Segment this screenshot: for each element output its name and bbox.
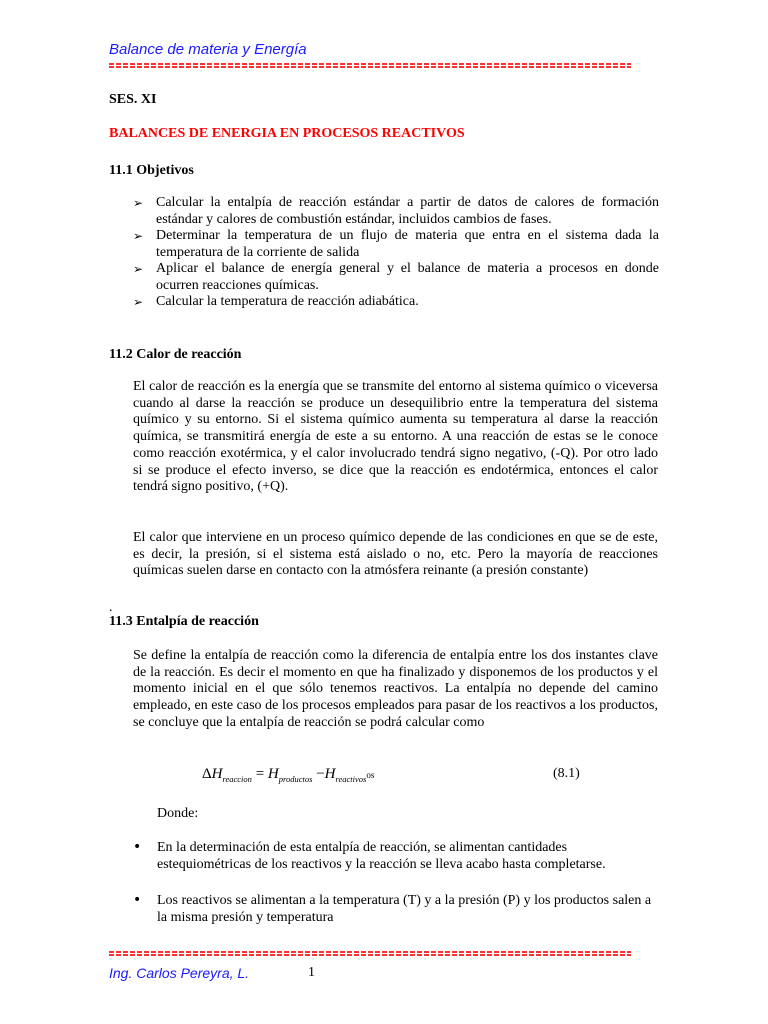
document-header-title: Balance de materia y Energía (109, 41, 307, 58)
round-bullet-icon: • (133, 892, 142, 908)
heading-entalpia: 11.3 Entalpía de reacción (109, 614, 259, 629)
page-number: 1 (308, 965, 315, 980)
enthalpy-formula: $\Delta H_{reaccion} = H_{productos} -H_{reactivos}os$ (202, 766, 375, 784)
session-label: SES. XI (109, 92, 157, 107)
entalpia-bullets (133, 839, 659, 873)
list-item: ➢ Aplicar el balance de energía general y el balance de materia a procesos en donde ocurren reacciones químicas. (133, 261, 659, 293)
equation-number: (8.1) (553, 766, 580, 781)
session-title: BALANCES DE ENERGIA EN PROCESOS REACTIVOS (109, 126, 465, 141)
heading-objetivos: 11.1 Objetivos (109, 163, 194, 178)
list-item: ➢ Determinar la temperatura de un flujo de materia que entra en el sistema dada la temperatura de la corriente de salida (133, 228, 659, 260)
calor-paragraph-1: El calor de reacción es la energía que se transmite del entorno al sistema químico o viceversa cuando al darse la reacción se produce un desequilibrio entre la temperatura del sistema químico y su entorno. Si el sistema químico aumenta su temperatura al darse la reacción química, se transmitirá energía de este a su entorno. A una reacción de estas se le conoce como reacción exotérmica, y el calor involucrado tendrá signo negativo, (-Q). Por otro lado si se produce el efecto inverso, se dice que la reacción es endotérmica, entonces el calor tendrá signo positivo, (+Q). (133, 379, 658, 495)
round-bullet-icon: • (133, 839, 142, 855)
list-item: • Los reactivos se alimentan a la temperatura (T) y a la presión (P) y los productos salen a la misma presión y temperatura (133, 892, 652, 925)
list-item: ➢ Calcular la entalpía de reacción estándar a partir de datos de calores de formación estándar y calores de combustión estándar, incluidos cambios de fases. (133, 195, 659, 227)
arrow-bullet-icon: ➢ (133, 196, 144, 210)
footer-author: Ing. Carlos Pereyra, L. (109, 965, 250, 981)
footer-rule (109, 951, 631, 957)
calor-paragraph-2: El calor que interviene en un proceso químico depende de las condiciones en que se de este, es decir, la presión, si el sistema está aislado o no, etc. Pero la mayoría de reacciones químicas suelen darse en contacto con la atmósfera reinante (a presión constante) (133, 530, 658, 579)
entalpia-paragraph: Se define la entalpía de reacción como la diferencia de entalpía entre los dos instantes clave de la reacción. Es decir el momento en que ha finalizado y disponemos de los productos y el momento inicial en el que sólo tenemos reactivos. La entalpía no depende del camino empleado, en este caso de los procesos empleados para pasar de los reactivos a los productos, se concluye que la entalpía de reacción se podrá calcular como (133, 648, 658, 730)
heading-calor: 11.2 Calor de reacción (109, 347, 242, 362)
arrow-bullet-icon: ➢ (133, 262, 144, 276)
arrow-bullet-icon: ➢ (133, 295, 144, 309)
header-rule (109, 63, 631, 69)
objetivos-list (133, 195, 659, 311)
arrow-bullet-icon: ➢ (133, 229, 144, 243)
list-item: • En la determinación de esta entalpía de reacción, se alimentan cantidades estequiométricas de los reactivos y la reacción se lleva acabo hasta completarse. (133, 839, 606, 872)
donde-label: Donde: (157, 806, 199, 821)
entalpia-bullets-2 (133, 892, 659, 926)
list-item: ➢ Calcular la temperatura de reacción adiabática. (133, 294, 419, 309)
stray-dot: . (109, 600, 113, 615)
